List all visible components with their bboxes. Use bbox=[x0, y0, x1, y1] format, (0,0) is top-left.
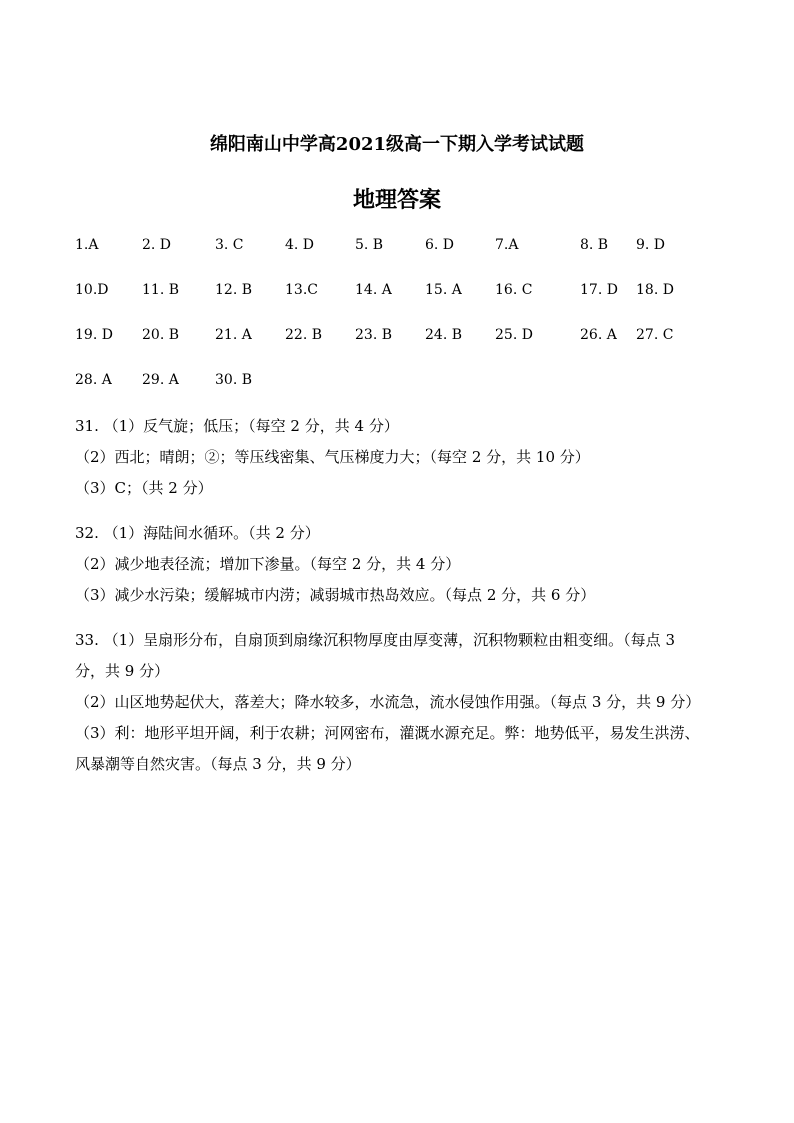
mc-answer: 21. A bbox=[215, 327, 252, 343]
mc-answer: 26. A bbox=[580, 327, 617, 343]
q33-line-4: （3）利：地形平坦开阔，利于农耕；河网密布，灌溉水源充足。弊：地势低平，易发生洪涝、 bbox=[75, 724, 700, 742]
mc-answer: 1.A bbox=[75, 237, 99, 253]
q33-line-2: 分，共 9 分） bbox=[75, 662, 170, 680]
answer-subtitle: 地理答案 bbox=[352, 187, 441, 213]
mc-answer: 2. D bbox=[142, 237, 172, 253]
mc-answer: 10.D bbox=[75, 282, 109, 298]
q33-line-3: （2）山区地势起伏大，落差大；降水较多，水流急，流水侵蚀作用强。（每点 3 分，共 9 分） bbox=[75, 693, 701, 711]
mc-answer: 23. B bbox=[355, 327, 393, 343]
mc-answer: 7.A bbox=[495, 237, 519, 253]
mc-answer: 22. B bbox=[285, 327, 323, 343]
mc-answer: 30. B bbox=[215, 372, 253, 388]
mc-answer: 11. B bbox=[142, 282, 180, 298]
mc-answer: 16. C bbox=[495, 282, 533, 298]
q33-line-1: 33. （1）呈扇形分布，自扇顶到扇缘沉积物厚度由厚变薄，沉积物颗粒由粗变细。（每点 3 bbox=[75, 631, 675, 649]
mc-answer: 18. D bbox=[636, 282, 674, 298]
mc-answer: 20. B bbox=[142, 327, 180, 343]
exam-title: 绵阳南山中学高2021级高一下期入学考试试题 bbox=[209, 134, 585, 155]
mc-answer: 17. D bbox=[580, 282, 618, 298]
mc-answer-row bbox=[0, 327, 794, 347]
mc-answer: 25. D bbox=[495, 327, 533, 343]
mc-answer: 4. D bbox=[285, 237, 315, 253]
mc-answer: 3. C bbox=[215, 237, 244, 253]
q31-line-3: （3）C；（共 2 分） bbox=[75, 479, 213, 497]
q31-line-2: （2）西北；晴朗；②；等压线密集、气压梯度力大；（每空 2 分，共 10 分） bbox=[75, 448, 590, 466]
mc-answer-row bbox=[0, 372, 794, 392]
mc-answer: 6. D bbox=[425, 237, 455, 253]
q32-line-3: （3）减少水污染；缓解城市内涝；减弱城市热岛效应。（每点 2 分，共 6 分） bbox=[75, 586, 596, 604]
mc-answer: 15. A bbox=[425, 282, 462, 298]
mc-answer: 19. D bbox=[75, 327, 113, 343]
q31-line-1: 31. （1）反气旋；低压；（每空 2 分，共 4 分） bbox=[75, 417, 399, 435]
mc-answer-row bbox=[0, 282, 794, 302]
mc-answer-row bbox=[0, 237, 794, 257]
mc-answer: 8. B bbox=[580, 237, 609, 253]
q32-line-2: （2）减少地表径流；增加下渗量。（每空 2 分，共 4 分） bbox=[75, 555, 461, 573]
mc-answer: 24. B bbox=[425, 327, 463, 343]
mc-answer: 5. B bbox=[355, 237, 384, 253]
mc-answer: 29. A bbox=[142, 372, 179, 388]
mc-answer: 13.C bbox=[285, 282, 318, 298]
mc-answer: 9. D bbox=[636, 237, 666, 253]
mc-answer: 14. A bbox=[355, 282, 392, 298]
mc-answer: 28. A bbox=[75, 372, 112, 388]
mc-answer: 27. C bbox=[636, 327, 674, 343]
mc-answer: 12. B bbox=[215, 282, 253, 298]
q32-line-1: 32. （1）海陆间水循环。（共 2 分） bbox=[75, 524, 320, 542]
q33-line-5: 风暴潮等自然灾害。（每点 3 分，共 9 分） bbox=[75, 755, 361, 773]
